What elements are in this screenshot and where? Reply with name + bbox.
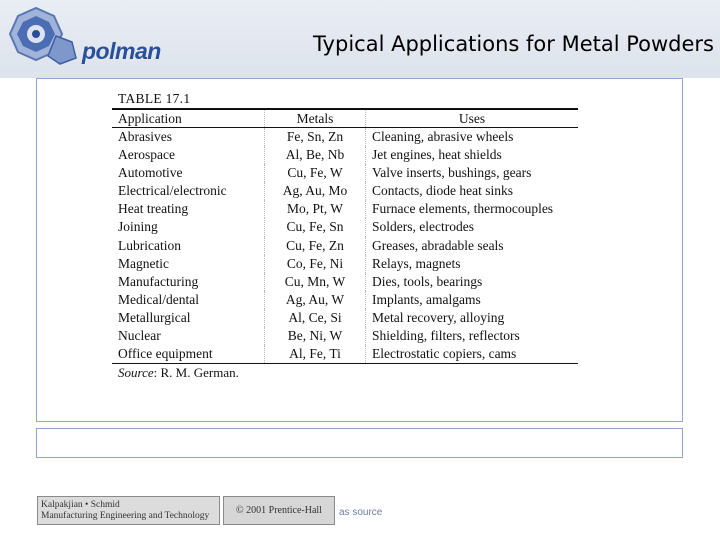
cell-uses: Electrostatic copiers, cams [366, 345, 579, 363]
cell-metals: Fe, Sn, Zn [265, 128, 366, 146]
cell-metals: Cu, Fe, W [265, 164, 366, 182]
table-row [112, 146, 578, 164]
cell-application: Heat treating [118, 201, 189, 217]
column-header-metals: Metals [265, 110, 366, 127]
cell-application: Automotive [118, 165, 183, 181]
slide-header [0, 0, 720, 78]
book-citation [37, 496, 220, 525]
copyright-badge: © 2001 Prentice-Hall [223, 496, 335, 525]
cell-application: Office equipment [118, 346, 213, 362]
cell-metals: Ag, Au, W [265, 291, 366, 309]
slide-title: Typical Applications for Metal Powders [313, 32, 714, 56]
cell-metals: Mo, Pt, W [265, 200, 366, 218]
cell-uses: Valve inserts, bushings, gears [366, 164, 579, 182]
column-header-application: Application [118, 111, 182, 126]
column-header-uses: Uses [366, 110, 579, 127]
table-row [112, 255, 578, 273]
cell-metals: Cu, Mn, W [265, 273, 366, 291]
cell-uses: Metal recovery, alloying [366, 309, 579, 327]
table-row [112, 164, 578, 182]
cell-uses: Implants, amalgams [366, 291, 579, 309]
cell-metals: Co, Fe, Ni [265, 255, 366, 273]
table-row [112, 182, 578, 200]
table-row [112, 273, 578, 291]
cell-application: Lubrication [118, 237, 181, 253]
cell-metals: Al, Ce, Si [265, 309, 366, 327]
table-header-row [112, 110, 578, 127]
applications-table [112, 110, 578, 363]
gear-logo-icon [6, 6, 86, 68]
cell-uses: Contacts, diode heat sinks [366, 182, 579, 200]
table-row [112, 128, 578, 146]
table-row [112, 200, 578, 218]
polman-logo [6, 6, 166, 68]
cell-metals: Be, Ni, W [265, 327, 366, 345]
source-label: Source [118, 365, 154, 381]
cell-metals: Al, Be, Nb [265, 146, 366, 164]
cell-application: Metallurgical [118, 309, 191, 325]
table-row [112, 309, 578, 327]
cell-metals: Al, Fe, Ti [265, 345, 366, 363]
source-note: as source [339, 507, 383, 518]
cell-application: Aerospace [118, 147, 175, 163]
table-row [112, 345, 578, 363]
cell-application: Abrasives [118, 129, 172, 144]
cell-uses: Cleaning, abrasive wheels [366, 128, 579, 146]
cell-metals: Cu, Fe, Zn [265, 237, 366, 255]
cell-application: Medical/dental [118, 291, 199, 307]
cell-metals: Ag, Au, Mo [265, 182, 366, 200]
cell-application: Electrical/electronic [118, 183, 227, 199]
table-row [112, 237, 578, 255]
book-authors: Kalpakjian • Schmid [41, 500, 120, 510]
cell-uses: Greases, abradable seals [366, 237, 579, 255]
source-text: : R. M. German. [153, 365, 239, 381]
cell-uses: Jet engines, heat shields [366, 146, 579, 164]
cell-uses: Solders, electrodes [366, 218, 579, 236]
table-title: TABLE 17.1 [118, 91, 191, 106]
table-source [118, 364, 578, 382]
cell-application: Magnetic [118, 255, 169, 271]
applications-table-figure [112, 90, 578, 382]
table-row [112, 291, 578, 309]
cell-application: Joining [118, 219, 158, 235]
cell-uses: Furnace elements, thermocouples [366, 200, 579, 218]
cell-application: Manufacturing [118, 273, 199, 289]
table-row [112, 327, 578, 345]
cell-uses: Shielding, filters, reflectors [366, 327, 579, 345]
book-title: Manufacturing Engineering and Technology [41, 511, 210, 521]
table-row [112, 218, 578, 236]
cell-application: Nuclear [118, 328, 161, 344]
cell-metals: Cu, Fe, Sn [265, 218, 366, 236]
cell-uses: Relays, magnets [366, 255, 579, 273]
cell-uses: Dies, tools, bearings [366, 273, 579, 291]
logo-text: polman [82, 38, 161, 64]
caption-frame [36, 428, 683, 458]
